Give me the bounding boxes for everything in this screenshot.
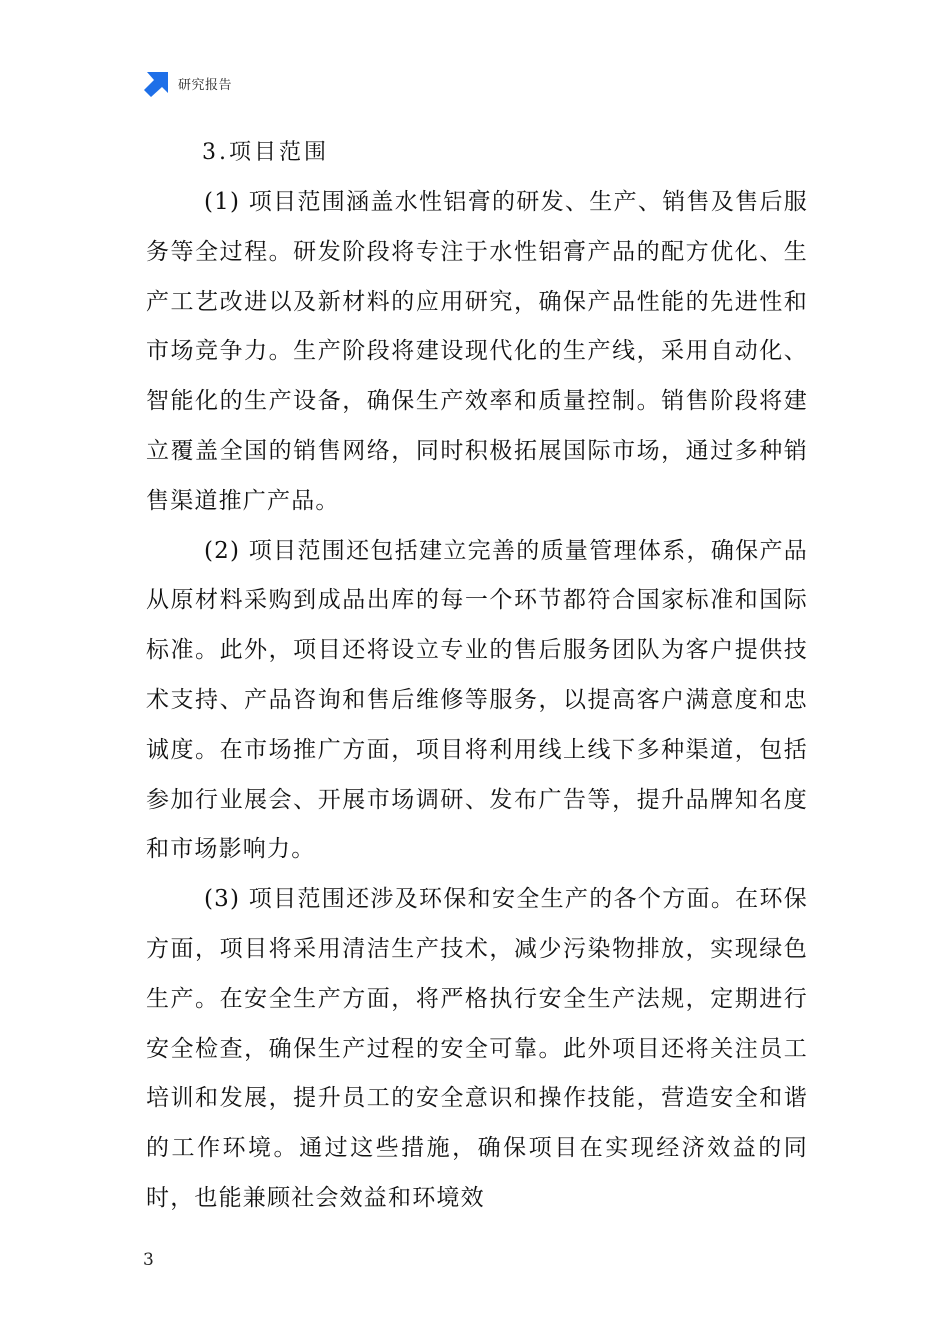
paragraph-1: (1) 项目范围涵盖水性铝膏的研发、生产、销售及售后服务等全过程。研发阶段将专注于水性铝膏产品的配方优化、生产工艺改进以及新材料的应用研究，确保产品性能的先进性和市场竞争力。生产阶段将建设现代化的生产线，采用自动化、智能化的生产设备，确保生产效率和质量控制。销售阶段将建立覆盖全国的销售网络，同时积极拓展国际市场，通过多种销售渠道推广产品。: [146, 189, 808, 514]
page-number: 3: [143, 1250, 154, 1270]
page-header: [143, 68, 232, 98]
paragraph-3: (3) 项目范围还涉及环保和安全生产的各个方面。在环保方面，项目将采用清洁生产技术，减少污染物排放，实现绿色生产。在安全生产方面，将严格执行安全生产法规，定期进行安全检查，确保生产过程的安全可靠。此外项目还将关注员工培训和发展，提升员工的安全意识和操作技能，营造安全和谐的工作环境。通过这些措施，确保项目在实现经济效益的同时，也能兼顾社会效益和环境效: [146, 886, 808, 1211]
header-title: 研究报告: [178, 77, 233, 93]
paragraph-2: (2) 项目范围还包括建立完善的质量管理体系，确保产品从原材料采购到成品出库的每一个环节都符合国家标准和国际标准。此外，项目还将设立专业的售后服务团队为客户提供技术支持、产品咨询和售后维修等服务，以提高客户满意度和忠诚度。在市场推广方面，项目将利用线上线下多种渠道，包括参加行业展会、开展市场调研、发布广告等，提升品牌知名度和市场影响力。: [146, 537, 808, 863]
section-heading: 3.项目范围: [202, 140, 329, 165]
document-body: [146, 128, 808, 1224]
arrow-up-right-icon: [143, 70, 170, 97]
